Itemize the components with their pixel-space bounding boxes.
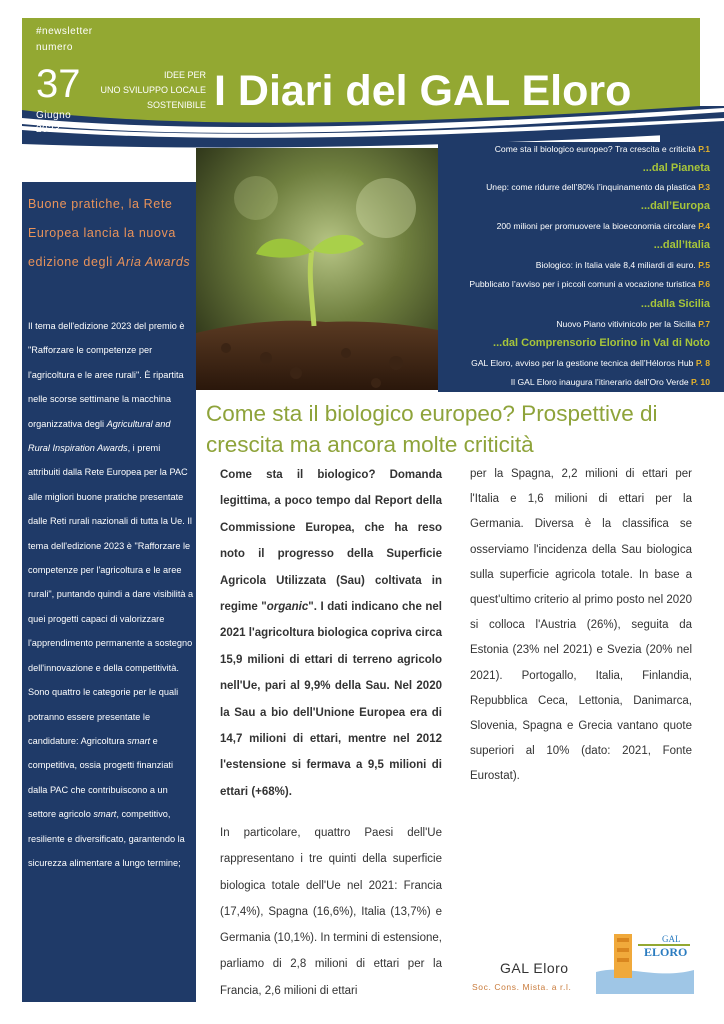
signature: GAL Eloro [500,960,569,976]
toc-section-comprensorio: ...dal Comprensorio Elorino in Val di Noto [493,337,710,349]
issue-year: 2023 [36,124,61,135]
sidebar-headline: Buone pratiche, la Rete Europea lancia la nuova edizione degli Aria Awards [28,197,191,269]
toc-item[interactable]: Unep: come ridurre dell’80% l’inquinamento da plastica P.3 [486,182,710,192]
toc-section-europa: ...dall’Europa [640,200,710,212]
toc-item[interactable]: 200 milioni per promuovere la bioeconomia circolare P.4 [496,221,710,231]
signature-subtitle: Soc. Cons. Mista. a r.l. [472,982,572,992]
newsletter-title: I Diari del GAL Eloro [214,67,632,115]
toc-section-pianeta: ...dal Pianeta [642,162,710,174]
toc-section-sicilia: ...dalla Sicilia [640,298,710,310]
newsletter-label: #newsletter [36,26,93,37]
issue-number: 37 [36,62,81,106]
table-of-contents [438,142,724,392]
toc-item[interactable]: Pubblicato l’avviso per i piccoli comuni a vocazione turistica P.6 [469,279,710,289]
toc-item[interactable]: Il GAL Eloro inaugura l’itinerario dell’Oro Verde P. 10 [510,377,710,387]
gal-eloro-logo [596,924,694,994]
article-lead: Come sta il biologico? Domanda legittima, a poco tempo dal Report della Commissione Europea, che ha reso noto il progresso della Superficie Agricola Utilizzata (Sau) coltivata in regime "organic". I dati indicano che nel 2021 l'agricoltura biologica copriva circa 15,9 milioni di ettari di terreno agricolo nell'Ue, pari al 9,9% della Sau. Nel 2020 la Sau a bio dell'Unione Europea era di 14,7 milioni di ettari, mentre nel 2012 l'estensione si fermava a 9,5 milioni di ettari (+68%). [220,469,442,798]
toc-item[interactable]: Nuovo Piano vitivinicolo per la Sicilia P.7 [556,319,710,329]
tagline [96,68,206,113]
toc-item[interactable]: Come sta il biologico europeo? Tra crescita e criticità P.1 [494,144,710,154]
number-label: numero [36,42,73,53]
issue-month: Giugno [36,110,72,121]
article-title: Come sta il biologico europeo? Prospettive di crescita ma ancora molte criticità [206,401,658,457]
toc-item[interactable]: Biologico: in Italia vale 8,4 miliardi di euro. P.5 [535,260,710,270]
logo-text-gal: GAL [662,934,681,944]
article-paragraph: per la Spagna, 2,2 milioni di ettari per l'Italia e 1,6 milioni di ettari per la Germania. Diversa è la classifica se osserviamo l'incidenza della Sau biologica sulla superficie agricola totale. In base a quest'ultimo criterio al primo posto nel 2020 si colloca l'Austria (26%), seguita da Estonia (23% nel 2021) e Svezia (20% nel 2021). Portogallo, Italia, Finlandia, Repubblica Ceca, Lettonia, Danimarca, Slovenia, Spagna e Grecia vantano quote superiori al 10% (dato: 2021, Fonte Eurostat). [470,468,692,783]
tagline-line-1: IDEE PER [163,70,206,80]
logo-text-eloro: ELORO [644,945,688,959]
sidebar-body-text: Il tema dell'edizione 2023 del premio è "Rafforzare le competenze per l'agricoltura e le aree rurali". È ripartita nelle scorse settimane la macchina organizzativa degli Agricultural and Rural Inspiration Awards, i premi attribuiti dalla Rete Europea per la PAC alle migliori buone pratiche presentate dalle Reti rurali nazionali di tutta la Ue. Il tema dell'edizione 2023 è "Rafforzare le competenze per l'agricoltura e le aree rurali", puntando quindi a dare visibilità a quei progetti capaci di valorizzare l'apprendimento permanente a sostegno dell'innovazione e della competitività. Sono quattro le categorie per le quali potranno essere presentate le candidature: Agricoltura smart e competitiva, ossia progetti finanziati dalla PAC che contribuiscono a un settore agricolo smart, competitivo, resiliente e diversificato, garantendo la sicurezza alimentare a lungo termine; [28,321,194,868]
toc-section-italia: ...dall’Italia [653,239,710,251]
article-paragraph: In particolare, quattro Paesi dell'Ue rappresentano i tre quinti della superficie biologica totale dell'Ue nel 2021: Francia (17,4%), Spagna (16,6%), Italia (13,7%) e Germania (10,1%). In termini di estensione, parliamo di 2,8 milioni di ettari per la Francia, 2,6 milioni di ettari [220,827,442,997]
seedling-photo [196,148,438,390]
toc-item[interactable]: GAL Eloro, avviso per la gestione tecnica dell’Héloros Hub P. 8 [471,358,710,368]
tagline-line-2: UNO SVILUPPO LOCALE [100,85,206,95]
tagline-line-3: SOSTENIBILE [146,100,206,110]
